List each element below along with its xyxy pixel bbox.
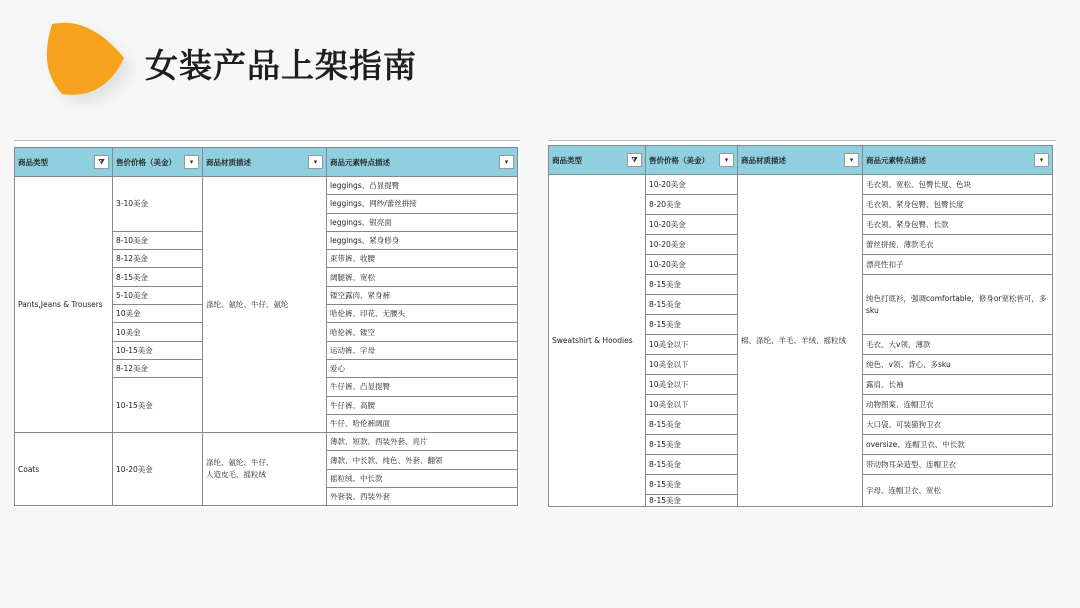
column-header-label: 商品材质描述: [206, 157, 251, 167]
column-edge: [518, 323, 521, 341]
column-header-label: 商品元素特点描述: [866, 155, 926, 165]
feature-cell: 露肩、长袖: [863, 375, 1053, 395]
price-cell: 8-15美金: [646, 415, 738, 435]
column-edge: [1053, 475, 1057, 495]
filter-funnel-icon[interactable]: ⧩: [94, 155, 109, 169]
column-header-label: 商品材质描述: [741, 155, 786, 165]
price-cell: 8-15美金: [646, 495, 738, 507]
feature-cell: 字母、连帽卫衣、宽松: [863, 475, 1053, 507]
table-row: [15, 433, 521, 451]
column-header: [203, 148, 327, 177]
column-edge: [1053, 255, 1057, 275]
feature-cell: 运动裤、字母: [327, 341, 518, 359]
material-line: 涤纶、氨纶、牛仔、: [206, 458, 274, 468]
chevron-down-icon[interactable]: ▾: [844, 153, 859, 167]
price-cell: 10-20美金: [646, 175, 738, 195]
column-edge: [1053, 355, 1057, 375]
feature-cell: 爱心: [327, 359, 518, 377]
column-edge: [1053, 315, 1057, 335]
column-edge: [1053, 235, 1057, 255]
column-edge: [518, 341, 521, 359]
column-header-label: 售价价格（美金）: [649, 155, 709, 165]
column-edge: [1053, 435, 1057, 455]
column-edge: [1053, 375, 1057, 395]
feature-cell: 带动物耳朵造型、连帽卫衣: [863, 455, 1053, 475]
chevron-down-icon[interactable]: ▾: [184, 155, 199, 169]
feature-cell: 牛仔裤、高腰: [327, 396, 518, 414]
column-edge: [1053, 415, 1057, 435]
price-cell: 8-15美金: [646, 275, 738, 295]
feature-cell: 哈伦裤、印花、无腰头: [327, 305, 518, 323]
feature-cell: 毛衣领、紧身包臀、长款: [863, 215, 1053, 235]
column-edge: [518, 250, 521, 268]
column-edge: [518, 488, 521, 506]
price-cell: 8-15美金: [113, 268, 203, 286]
column-header: [327, 148, 518, 177]
column-edge: [1053, 195, 1057, 215]
table-row: [549, 175, 1057, 195]
price-cell: 8-15美金: [646, 475, 738, 495]
price-cell: 10-20美金: [646, 215, 738, 235]
price-cell: 10美金以下: [646, 355, 738, 375]
column-edge: [1053, 175, 1057, 195]
column-header: [549, 146, 646, 175]
price-cell: 8-12美金: [113, 359, 203, 377]
header-row: [549, 146, 1057, 175]
feature-cell: 大口袋、可装猫狗卫衣: [863, 415, 1053, 435]
column-edge: [1053, 215, 1057, 235]
feature-cell: 纯色、v领、背心、多sku: [863, 355, 1053, 375]
chevron-down-icon[interactable]: ▾: [719, 153, 734, 167]
price-cell: 5-10美金: [113, 286, 203, 304]
feature-cell: 纯色打底衫，强调comfortable，修身or宽松皆可，多sku: [863, 275, 1053, 335]
price-cell: 10-15美金: [113, 341, 203, 359]
column-header: [863, 146, 1053, 175]
chevron-down-icon[interactable]: ▾: [308, 155, 323, 169]
material-cell: [203, 433, 327, 506]
feature-cell: 动物图案、连帽卫衣: [863, 395, 1053, 415]
feature-cell: 蕾丝拼接、薄款毛衣: [863, 235, 1053, 255]
feature-cell: 毛衣领、紧身包臀、包臀长度: [863, 195, 1053, 215]
price-cell: 3-10美金: [113, 177, 203, 232]
feature-cell: 镂空露肉、紧身裤: [327, 286, 518, 304]
price-cell: 10美金以下: [646, 375, 738, 395]
feature-cell: 毛衣领、宽松、包臀长度、色块: [863, 175, 1053, 195]
feature-cell: 外套装、西装外套: [327, 488, 518, 506]
price-cell: 10-15美金: [113, 378, 203, 433]
column-header: [113, 148, 203, 177]
feature-cell: oversize、连帽卫衣、中长款: [863, 435, 1053, 455]
feature-cell: 牛仔、哈伦裤阔面: [327, 414, 518, 432]
material-cell: 涤纶、氨纶、牛仔、氨纶: [203, 177, 327, 433]
price-cell: 8-15美金: [646, 315, 738, 335]
feature-cell: leggings、网纱/蕾丝拼接: [327, 195, 518, 213]
decorative-orange-leaf-shape: [40, 16, 150, 112]
right-table-body: [549, 146, 1057, 507]
column-edge: [518, 268, 521, 286]
feature-cell: 薄款、中长款、纯色、外套、翻领: [327, 451, 518, 469]
column-edge: [518, 231, 521, 249]
price-cell: 8-20美金: [646, 195, 738, 215]
column-edge: [518, 305, 521, 323]
column-edge: [518, 213, 521, 231]
column-edge: [518, 177, 521, 195]
column-edge: [518, 286, 521, 304]
filter-funnel-icon[interactable]: ⧩: [627, 153, 642, 167]
page-title: 女装产品上架指南: [145, 46, 417, 85]
column-header-label: 商品元素特点描述: [330, 157, 390, 167]
header-row: [15, 148, 521, 177]
material-cell: 棉、涤纶、羊毛、羊绒、摇粒绒: [738, 175, 863, 507]
feature-cell: 牛仔裤、凸显提臀: [327, 378, 518, 396]
column-edge: [518, 396, 521, 414]
price-cell: 8-15美金: [646, 295, 738, 315]
chevron-down-icon[interactable]: ▾: [1034, 153, 1049, 167]
price-cell: 10-20美金: [646, 255, 738, 275]
feature-cell: 阔腿裤、宽松: [327, 268, 518, 286]
column-edge: [518, 451, 521, 469]
price-cell: 10美金: [113, 305, 203, 323]
category-cell: Pants,Jeans & Trousers: [15, 177, 113, 433]
column-header: [738, 146, 863, 175]
column-edge: [518, 433, 521, 451]
material-line: 人造皮毛、摇粒绒: [206, 470, 266, 480]
column-edge: [518, 469, 521, 487]
price-cell: 8-15美金: [646, 435, 738, 455]
price-cell: 10-20美金: [646, 235, 738, 255]
right-table: [548, 145, 1056, 507]
column-edge: [518, 414, 521, 432]
feature-cell: 漂亮性扣子: [863, 255, 1053, 275]
price-cell: 8-10美金: [113, 231, 203, 249]
category-cell: Sweatshirt & Hoodies: [549, 175, 646, 507]
column-edge: [1053, 146, 1057, 175]
column-edge: [1053, 275, 1057, 295]
right-spreadsheet: [548, 140, 1056, 508]
column-edge: [518, 378, 521, 396]
column-header: [15, 148, 113, 177]
price-cell: 8-12美金: [113, 250, 203, 268]
feature-cell: 哈伦裤、镂空: [327, 323, 518, 341]
price-cell: 10美金: [113, 323, 203, 341]
sheet-top-line: [14, 140, 520, 141]
column-header-label: 商品类型: [18, 157, 48, 167]
column-header-label: 商品类型: [552, 155, 582, 165]
column-edge: [518, 195, 521, 213]
column-edge: [1053, 455, 1057, 475]
left-spreadsheet: [14, 140, 520, 508]
column-edge: [1053, 295, 1057, 315]
feature-cell: leggings、紧身修身: [327, 231, 518, 249]
left-table: [14, 147, 520, 506]
column-edge: [518, 148, 521, 177]
price-cell: 10美金以下: [646, 335, 738, 355]
column-header-label: 售价价格（美金）: [116, 157, 176, 167]
feature-cell: 薄款、短款、西装外套、亮片: [327, 433, 518, 451]
column-edge: [1053, 335, 1057, 355]
column-header: [646, 146, 738, 175]
feature-cell: leggings、银亮面: [327, 213, 518, 231]
sheet-top-line: [548, 140, 1056, 141]
table-row: [15, 177, 521, 195]
category-cell: Coats: [15, 433, 113, 506]
feature-cell: 毛衣、大v领、薄款: [863, 335, 1053, 355]
feature-cell: 束带裤、收腰: [327, 250, 518, 268]
left-table-body: [15, 148, 521, 506]
price-cell: 8-15美金: [646, 455, 738, 475]
column-edge: [1053, 495, 1057, 507]
feature-cell: 摇粒绒、中长款: [327, 469, 518, 487]
chevron-down-icon[interactable]: ▾: [499, 155, 514, 169]
price-cell: 10美金以下: [646, 395, 738, 415]
column-edge: [518, 359, 521, 377]
price-cell: 10-20美金: [113, 433, 203, 506]
feature-cell: leggings、凸显提臀: [327, 177, 518, 195]
column-edge: [1053, 395, 1057, 415]
